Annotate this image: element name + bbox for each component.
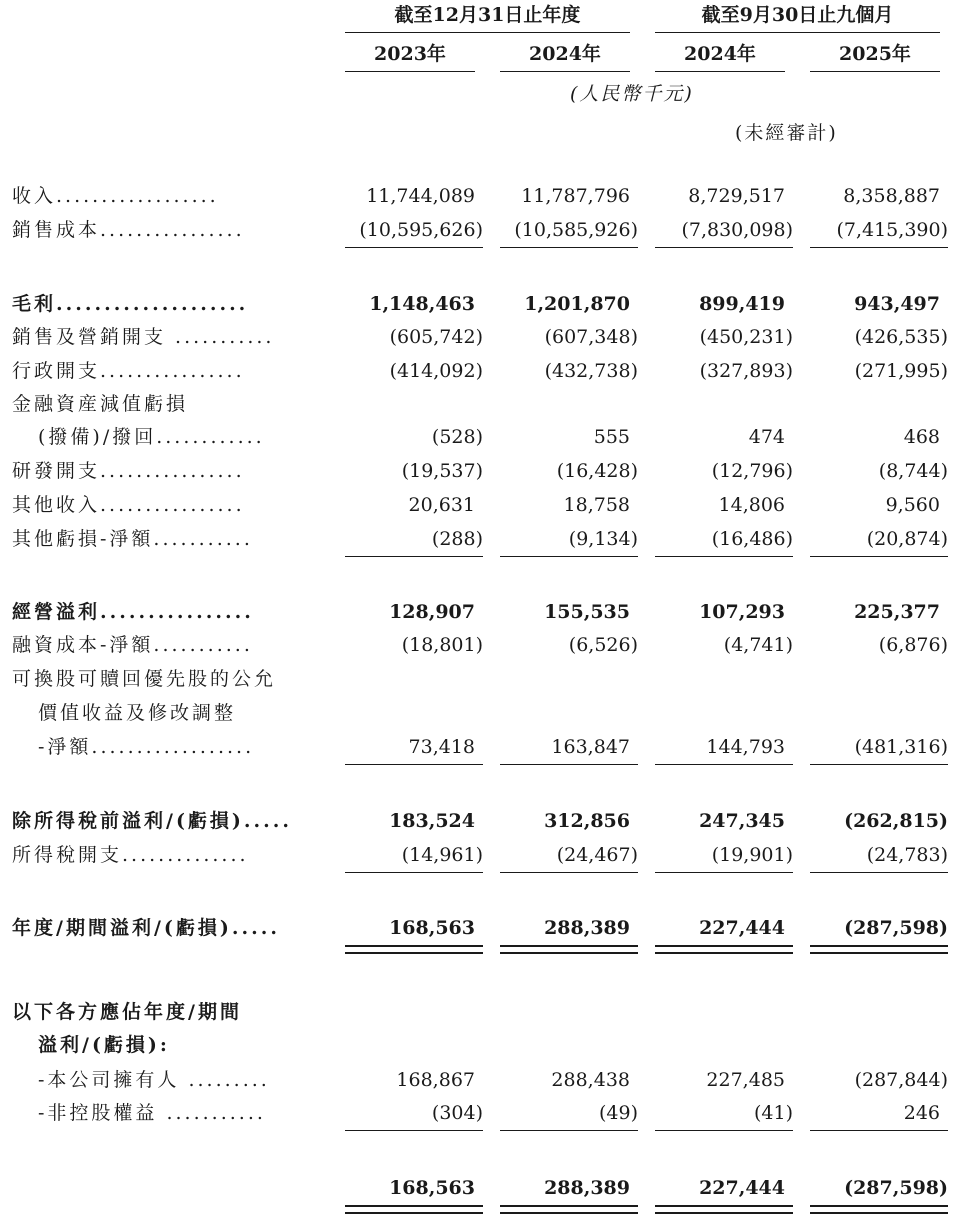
value-cell: (10,595,626): [359, 219, 483, 241]
subtotal-rule: [810, 556, 948, 557]
row-label-profit-for-period: 年度/期間溢利/(虧損).....: [12, 917, 280, 939]
subtotal-rule: [655, 556, 793, 557]
value-cell: 144,793: [706, 736, 785, 758]
subtotal-rule: [655, 872, 793, 873]
header-group-annual-rule: [345, 32, 630, 33]
value-cell: 288,389: [544, 1177, 630, 1199]
value-cell: (327,893): [699, 360, 793, 382]
row-label-profit-before-tax: 除所得稅前溢利/(虧損).....: [12, 810, 292, 832]
value-cell: 899,419: [699, 293, 785, 315]
value-cell: (528): [431, 426, 483, 448]
row-label-other-losses: 其他虧損-淨額...........: [12, 528, 253, 550]
total-double-rule: [655, 945, 793, 954]
row-label-attributable-1: 以下各方應佔年度/期間: [12, 1001, 242, 1023]
value-cell: (14,961): [401, 844, 483, 866]
header-year-2024-ninemonths: 2024年: [684, 43, 756, 65]
subtotal-rule: [345, 1130, 483, 1131]
row-label-finance-costs: 融資成本-淨額...........: [12, 634, 253, 656]
subtotal-rule: [655, 247, 793, 248]
value-cell: 555: [593, 426, 630, 448]
subtotal-rule: [655, 764, 793, 765]
value-cell: 9,560: [885, 494, 940, 516]
value-cell: 11,744,089: [366, 185, 475, 207]
value-cell: 227,444: [699, 1177, 785, 1199]
value-cell: 168,563: [389, 1177, 475, 1199]
value-cell: 247,345: [699, 810, 785, 832]
row-label-cost-of-sales: 銷售成本................: [12, 219, 245, 241]
value-cell: 1,201,870: [524, 293, 630, 315]
total-double-rule: [500, 1205, 638, 1214]
value-cell: (7,415,390): [836, 219, 948, 241]
total-double-rule: [345, 1205, 483, 1214]
value-cell: (432,738): [544, 360, 638, 382]
value-cell: 73,418: [408, 736, 475, 758]
value-cell: 225,377: [854, 601, 940, 623]
subtotal-rule: [345, 247, 483, 248]
value-cell: (24,783): [866, 844, 948, 866]
subtotal-rule: [810, 1130, 948, 1131]
row-label-owners: -本公司擁有人 .........: [38, 1069, 270, 1091]
total-double-rule: [810, 1205, 948, 1214]
value-cell: 288,438: [551, 1069, 630, 1091]
value-cell: 168,867: [396, 1069, 475, 1091]
currency-note: (人民幣千元): [570, 83, 694, 105]
value-cell: (605,742): [389, 326, 483, 348]
row-label-selling-expenses: 銷售及營銷開支 ...........: [12, 326, 275, 348]
row-label-other-income: 其他收入................: [12, 494, 245, 516]
value-cell: 18,758: [563, 494, 630, 516]
value-cell: (49): [598, 1102, 638, 1124]
row-label-fair-value-1: 可換股可贖回優先股的公允: [12, 668, 277, 690]
total-double-rule: [500, 945, 638, 954]
value-cell: 943,497: [854, 293, 940, 315]
value-cell: (7,830,098): [681, 219, 793, 241]
value-cell: (287,844): [854, 1069, 948, 1091]
value-cell: (6,876): [878, 634, 948, 656]
value-cell: (9,134): [568, 528, 638, 550]
value-cell: 288,389: [544, 917, 630, 939]
value-cell: 155,535: [544, 601, 630, 623]
subtotal-rule: [500, 1130, 638, 1131]
value-cell: 8,729,517: [688, 185, 785, 207]
subtotal-rule: [810, 247, 948, 248]
total-double-rule: [810, 945, 948, 954]
value-cell: 468: [903, 426, 940, 448]
row-label-fair-value-2: 價值收益及修改調整: [38, 702, 237, 724]
value-cell: (19,901): [711, 844, 793, 866]
subtotal-rule: [345, 872, 483, 873]
subtotal-rule: [810, 764, 948, 765]
header-group-ninemonths-rule: [655, 32, 940, 33]
row-label-attributable-2: 溢利/(虧損):: [38, 1034, 170, 1056]
subtotal-rule: [345, 556, 483, 557]
header-year-2023: 2023年: [374, 43, 446, 65]
header-group-ninemonths: 截至9月30日止九個月: [701, 4, 894, 26]
subtotal-rule: [500, 556, 638, 557]
value-cell: (18,801): [401, 634, 483, 656]
value-cell: (24,467): [556, 844, 638, 866]
row-label-fair-value-net: -淨額..................: [38, 736, 255, 758]
unaudited-note: (未經審計): [735, 122, 838, 144]
value-cell: (16,428): [556, 460, 638, 482]
subtotal-rule: [655, 1130, 793, 1131]
subtotal-rule: [500, 247, 638, 248]
value-cell: (6,526): [568, 634, 638, 656]
header-year-rule: [500, 71, 630, 72]
value-cell: 11,787,796: [521, 185, 630, 207]
row-label-revenue: 收入..................: [12, 185, 219, 207]
value-cell: (41): [753, 1102, 793, 1124]
row-label-operating-profit: 經營溢利................: [12, 601, 254, 623]
value-cell: 312,856: [544, 810, 630, 832]
row-label-rd-expenses: 研發開支................: [12, 460, 245, 482]
subtotal-rule: [500, 764, 638, 765]
value-cell: (304): [431, 1102, 483, 1124]
value-cell: 474: [748, 426, 785, 448]
total-double-rule: [655, 1205, 793, 1214]
value-cell: 227,485: [706, 1069, 785, 1091]
value-cell: 8,358,887: [843, 185, 940, 207]
value-cell: 107,293: [699, 601, 785, 623]
value-cell: (288): [431, 528, 483, 550]
value-cell: (426,535): [854, 326, 948, 348]
header-year-rule: [655, 71, 785, 72]
row-label-nci: -非控股權益 ...........: [38, 1102, 266, 1124]
row-label-income-tax: 所得稅開支..............: [12, 844, 249, 866]
value-cell: (8,744): [878, 460, 948, 482]
value-cell: (481,316): [854, 736, 948, 758]
value-cell: (287,598): [844, 1177, 948, 1199]
row-label-admin-expenses: 行政開支................: [12, 360, 245, 382]
value-cell: 20,631: [408, 494, 475, 516]
value-cell: 246: [903, 1102, 940, 1124]
value-cell: (450,231): [699, 326, 793, 348]
header-group-annual: 截至12月31日止年度: [394, 4, 581, 26]
value-cell: 128,907: [389, 601, 475, 623]
row-label-impairment: 金融資産減值虧損: [12, 393, 189, 415]
subtotal-rule: [810, 872, 948, 873]
header-year-rule: [345, 71, 475, 72]
value-cell: (16,486): [711, 528, 793, 550]
total-double-rule: [345, 945, 483, 954]
row-label-impairment-provision: (撥備)/撥回............: [38, 426, 265, 448]
value-cell: 14,806: [718, 494, 785, 516]
value-cell: (414,092): [389, 360, 483, 382]
value-cell: (607,348): [544, 326, 638, 348]
value-cell: (12,796): [711, 460, 793, 482]
header-year-rule: [810, 71, 940, 72]
value-cell: (4,741): [723, 634, 793, 656]
value-cell: (262,815): [844, 810, 948, 832]
value-cell: (20,874): [866, 528, 948, 550]
value-cell: (10,585,926): [514, 219, 638, 241]
subtotal-rule: [345, 764, 483, 765]
value-cell: 1,148,463: [369, 293, 475, 315]
value-cell: 183,524: [389, 810, 475, 832]
value-cell: 163,847: [551, 736, 630, 758]
value-cell: 168,563: [389, 917, 475, 939]
value-cell: (271,995): [854, 360, 948, 382]
subtotal-rule: [500, 872, 638, 873]
value-cell: (287,598): [844, 917, 948, 939]
header-year-2025: 2025年: [839, 43, 911, 65]
value-cell: (19,537): [401, 460, 483, 482]
header-year-2024-annual: 2024年: [529, 43, 601, 65]
row-label-gross-profit: 毛利....................: [12, 293, 249, 315]
value-cell: 227,444: [699, 917, 785, 939]
